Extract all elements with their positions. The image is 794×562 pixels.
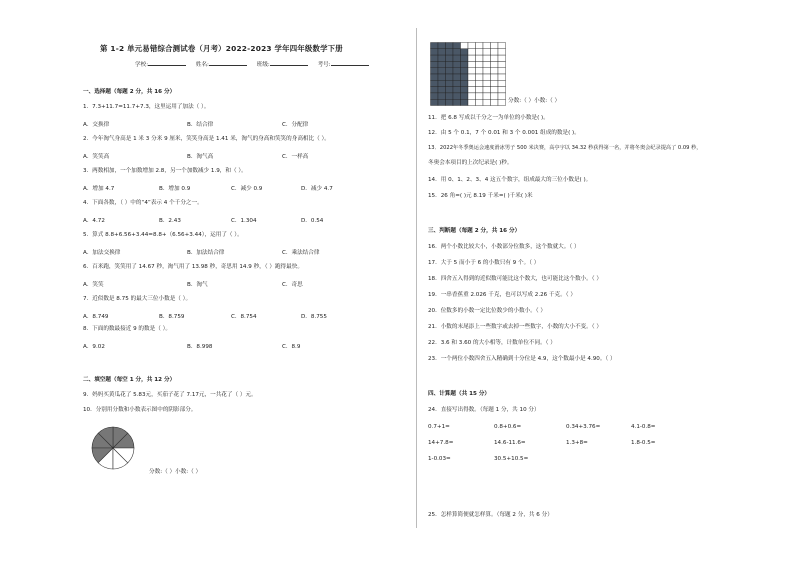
grid-cell	[483, 93, 491, 99]
grid-cell	[446, 74, 454, 80]
q8-option-b[interactable]: B．8.998	[187, 344, 213, 350]
question-23: 23．一个两位小数四舍五入精确到十分位是 4.9，这个数最小是 4.90。（ ）	[428, 356, 616, 362]
calc-item: 14.6-11.6=	[494, 440, 526, 446]
q4-option-c[interactable]: C．1.304	[231, 218, 257, 224]
grid-cell	[468, 99, 476, 105]
q5-option-a[interactable]: A．加法交换律	[83, 250, 121, 256]
grid-cell	[446, 55, 454, 61]
calc-item: 0.8+0.6=	[494, 424, 522, 430]
question-9: 9．妈妈买黄瓜花了 5.83元，买茄子花了 7.17元，一共花了（ ）元。	[83, 392, 257, 398]
grid-cell	[431, 49, 439, 55]
grid-cell	[446, 61, 454, 67]
question-19: 19．一串香蕉重 2.026 千克，也可以写成 2.26 千克。（ ）	[428, 292, 576, 298]
q6-option-b[interactable]: B．淘气	[187, 282, 208, 288]
grid-cell	[446, 49, 454, 55]
q1-option-b[interactable]: B．结合律	[187, 122, 214, 128]
grid-cell	[476, 49, 484, 55]
grid-cell	[431, 68, 439, 74]
question-22: 22．3.6 和 3.60 的大小相等，计数单位不同。（ ）	[428, 340, 556, 346]
question-20: 20．位数多的小数一定比位数少的小数小。（ ）	[428, 308, 546, 314]
q2-option-c[interactable]: C．一样高	[282, 154, 309, 160]
q1-option-a[interactable]: A．交换律	[83, 122, 110, 128]
grid-cell	[498, 80, 506, 86]
calc-item: 0.34+3.76=	[566, 424, 601, 430]
grid-cell	[483, 49, 491, 55]
grid-cell	[491, 99, 499, 105]
calc-item: 14+7.8=	[428, 440, 454, 446]
question-10: 10．分别用分数和小数表示图中的阴影部分。	[83, 407, 197, 413]
grid-cell	[461, 55, 469, 61]
section-judge-heading: 三、判断题（每题 2 分，共 16 分）	[428, 228, 521, 234]
shaded-pie-figure	[90, 425, 136, 471]
grid-cell	[461, 93, 469, 99]
grid-cell	[453, 80, 461, 86]
class-label: 班级:	[256, 62, 270, 68]
grid-cell	[446, 93, 454, 99]
grid-cell	[498, 93, 506, 99]
grid-cell	[461, 68, 469, 74]
grid-cell	[431, 61, 439, 67]
q1-option-c[interactable]: C．分配律	[282, 122, 309, 128]
grid-cell	[476, 80, 484, 86]
id-blank[interactable]	[331, 65, 369, 66]
calc-item: 30.5+10.5=	[494, 456, 529, 462]
grid-cell	[498, 68, 506, 74]
grid-cell	[498, 61, 506, 67]
q4-option-a[interactable]: A．4.72	[83, 218, 105, 224]
grid-cell	[453, 74, 461, 80]
calc-item: 1.3+8=	[566, 440, 588, 446]
grid-cell	[453, 55, 461, 61]
grid-cell	[446, 87, 454, 93]
question-15: 15．26 角=( )元 8.19 千米=( )千米( )米	[428, 193, 533, 199]
question-12: 12．由 5 个 0.1，7 个 0.01 和 3 个 0.001 组成的数是( )。	[428, 130, 580, 136]
question-6: 6．百米跑，笑笑用了 14.67 秒，淘气用了 13.98 秒，奇思用 14.9 秒，（ ）跑得最快。	[83, 264, 303, 270]
grid-cell	[438, 93, 446, 99]
grid-cell	[483, 61, 491, 67]
q10-answer-blanks[interactable]: 分数:（ ）小数:（ ）	[149, 469, 202, 475]
grid-cell	[453, 68, 461, 74]
calc-item: 1-0.03=	[428, 456, 451, 462]
grid-cell	[461, 61, 469, 67]
grid-cell	[453, 61, 461, 67]
grid-cell	[431, 55, 439, 61]
grid-cell	[438, 55, 446, 61]
grid-cell	[491, 87, 499, 93]
q2-option-a[interactable]: A．笑笑高	[83, 154, 110, 160]
class-blank[interactable]	[270, 65, 308, 66]
calc-item: 4.1-0.8=	[631, 424, 656, 430]
grid-cell	[468, 68, 476, 74]
q5-option-c[interactable]: C．乘法结合律	[282, 250, 320, 256]
grid-cell	[468, 55, 476, 61]
q8-option-c[interactable]: C．8.9	[282, 344, 301, 350]
q6-option-a[interactable]: A．笑笑	[83, 282, 104, 288]
section-fill-heading: 二、填空题（每空 1 分，共 12 分）	[83, 377, 176, 383]
question-5: 5．算式 8.8+6.56+3.44=8.8+（6.56+3.44），运用了（ ）。	[83, 232, 243, 238]
grid-cell	[431, 80, 439, 86]
grid-cell	[491, 93, 499, 99]
question-1: 1．7.3+11.7=11.7+7.3，这里运用了加法（ ）。	[83, 104, 210, 110]
q3-option-b[interactable]: B．增加 0.9	[159, 186, 191, 192]
school-blank[interactable]	[148, 65, 186, 66]
q5-option-b[interactable]: B．加法结合律	[187, 250, 225, 256]
grid-cell	[483, 55, 491, 61]
grid-cell	[461, 87, 469, 93]
question-11: 11．把 6.8 写成以千分之一为单位的小数是( )。	[428, 115, 549, 121]
question-13-cont: 冬奥会本项目的上次纪录是( )秒。	[428, 160, 513, 166]
q6-option-c[interactable]: C．奇思	[282, 282, 303, 288]
question-18: 18．四舍五入得到的近似数可能比这个数大，也可能比这个数小。（ ）	[428, 276, 602, 282]
calc-item: 0.7+1=	[428, 424, 450, 430]
section-calc-heading: 四、计算题（共 15 分）	[428, 391, 491, 397]
name-label: 姓名:	[195, 62, 209, 68]
grid-cell	[461, 99, 469, 105]
q7-option-d[interactable]: D．8.755	[301, 314, 327, 320]
q7-option-b[interactable]: B．8.759	[159, 314, 185, 320]
grid-cell	[438, 49, 446, 55]
grid-cell	[431, 99, 439, 105]
decimal-grid-figure	[430, 42, 506, 106]
grid-cell	[476, 43, 484, 49]
section-choice-heading: 一、选择题（每题 2 分，共 16 分）	[83, 89, 176, 95]
q3-option-d[interactable]: D．减少 4.7	[301, 186, 333, 192]
grid-cell	[468, 49, 476, 55]
grid-cell	[491, 68, 499, 74]
grid-cell	[438, 68, 446, 74]
grid-cell	[446, 80, 454, 86]
grid-cell	[468, 80, 476, 86]
grid-cell	[453, 43, 461, 49]
question-2: 2．今年淘气身高是 1 米 3 分米 9 厘米，笑笑身高是 1.41 米，淘气的身高和笑笑的身高相比（ ）。	[83, 136, 330, 142]
grid-cell	[491, 80, 499, 86]
grid-cell	[468, 61, 476, 67]
id-label: 考号:	[317, 62, 331, 68]
q7-option-a[interactable]: A．8.749	[83, 314, 109, 320]
grid-cell	[491, 74, 499, 80]
q3-option-c[interactable]: C．减少 0.9	[231, 186, 263, 192]
grid-cell	[476, 93, 484, 99]
grid-cell	[468, 93, 476, 99]
question-16: 16．两个小数比较大小，小数部分位数多，这个数就大。（ ）	[428, 244, 580, 250]
grid-cell	[453, 99, 461, 105]
grid-cell	[483, 68, 491, 74]
grid-cell	[431, 87, 439, 93]
grid-cell	[446, 99, 454, 105]
q4-option-d[interactable]: D．0.54	[301, 218, 324, 224]
grid-cell	[461, 43, 469, 49]
grid-cell	[446, 43, 454, 49]
grid-cell	[483, 74, 491, 80]
grid-cell	[461, 49, 469, 55]
q7-option-c[interactable]: C．8.754	[231, 314, 257, 320]
grid-cell	[468, 43, 476, 49]
grid-cell	[476, 74, 484, 80]
grid-cell	[431, 43, 439, 49]
column-divider	[416, 28, 417, 528]
school-label: 学校:	[135, 62, 149, 68]
calc-item: 1.8-0.5=	[631, 440, 656, 446]
grid-cell	[476, 68, 484, 74]
grid-cell	[498, 87, 506, 93]
exam-title: 第 1-2 单元易错综合测试卷（月考）2022-2023 学年四年级数学下册	[100, 44, 343, 53]
grid-cell	[498, 49, 506, 55]
grid-cell	[498, 43, 506, 49]
grid-cell	[491, 61, 499, 67]
q4-option-b[interactable]: B．2.43	[159, 218, 181, 224]
grid-cell	[483, 43, 491, 49]
question-25: 25．怎样算简便就怎样算。（每题 2 分，共 6 分）	[428, 512, 553, 518]
grid-cell	[498, 99, 506, 105]
grid-cell	[498, 55, 506, 61]
grid-cell	[468, 87, 476, 93]
grid-cell	[438, 80, 446, 86]
grid-cell	[476, 61, 484, 67]
grid-cell	[483, 99, 491, 105]
grid-cell	[438, 87, 446, 93]
name-blank[interactable]	[209, 65, 247, 66]
question-13: 13．2022年冬季奥运会速度滑冰男子 500 米决赛，高亭宇以 34.32 秒获得第一名，并将冬奥会纪录提高了 0.09 秒，	[428, 145, 702, 151]
q8-option-a[interactable]: A．9.02	[83, 344, 105, 350]
grid-cell	[438, 99, 446, 105]
grid-cell	[476, 99, 484, 105]
grid-cell	[453, 49, 461, 55]
question-21: 21．小数的末尾添上一些数字或去掉一些数字，小数的大小不变。（ ）	[428, 324, 602, 330]
q2-option-b[interactable]: B．淘气高	[187, 154, 214, 160]
q3-option-a[interactable]: A．增加 4.7	[83, 186, 115, 192]
grid-cell	[431, 93, 439, 99]
grid-cell	[483, 80, 491, 86]
grid-cell	[446, 68, 454, 74]
question-7: 7．近似数是 8.75 的最大三位小数是（ ）。	[83, 296, 192, 302]
grid-cell	[453, 87, 461, 93]
grid-cell	[453, 93, 461, 99]
grid-cell	[498, 74, 506, 80]
question-8: 8．下面的数最接近 9 的数是（ ）。	[83, 326, 171, 332]
grid-cell	[491, 55, 499, 61]
student-info-row	[135, 60, 377, 68]
question-24: 24．直接写出得数。（每题 1 分，共 10 分）	[428, 407, 540, 413]
grid-cell	[461, 74, 469, 80]
grid-cell	[468, 74, 476, 80]
grid-answer-blanks[interactable]: 分数:（ ）小数:（ ）	[508, 98, 561, 104]
grid-cell	[438, 43, 446, 49]
grid-cell	[438, 61, 446, 67]
question-4: 4．下面各数，（ ）中的“4”表示 4 个千分之一。	[83, 200, 203, 206]
grid-cell	[476, 55, 484, 61]
question-17: 17．大于 5 而小于 6 的小数只有 9 个。（ ）	[428, 260, 540, 266]
question-14: 14．用 0、1、2、3、4 这五个数字，组成最大的三位小数是( )。	[428, 177, 592, 183]
grid-cell	[491, 43, 499, 49]
grid-cell	[431, 74, 439, 80]
grid-cell	[461, 80, 469, 86]
grid-cell	[491, 49, 499, 55]
grid-cell	[438, 74, 446, 80]
question-3: 3．两数相加，一个加数增加 2.8，另一个加数减少 1.9，和（ ）。	[83, 168, 247, 174]
grid-cell	[476, 87, 484, 93]
grid-cell	[483, 87, 491, 93]
